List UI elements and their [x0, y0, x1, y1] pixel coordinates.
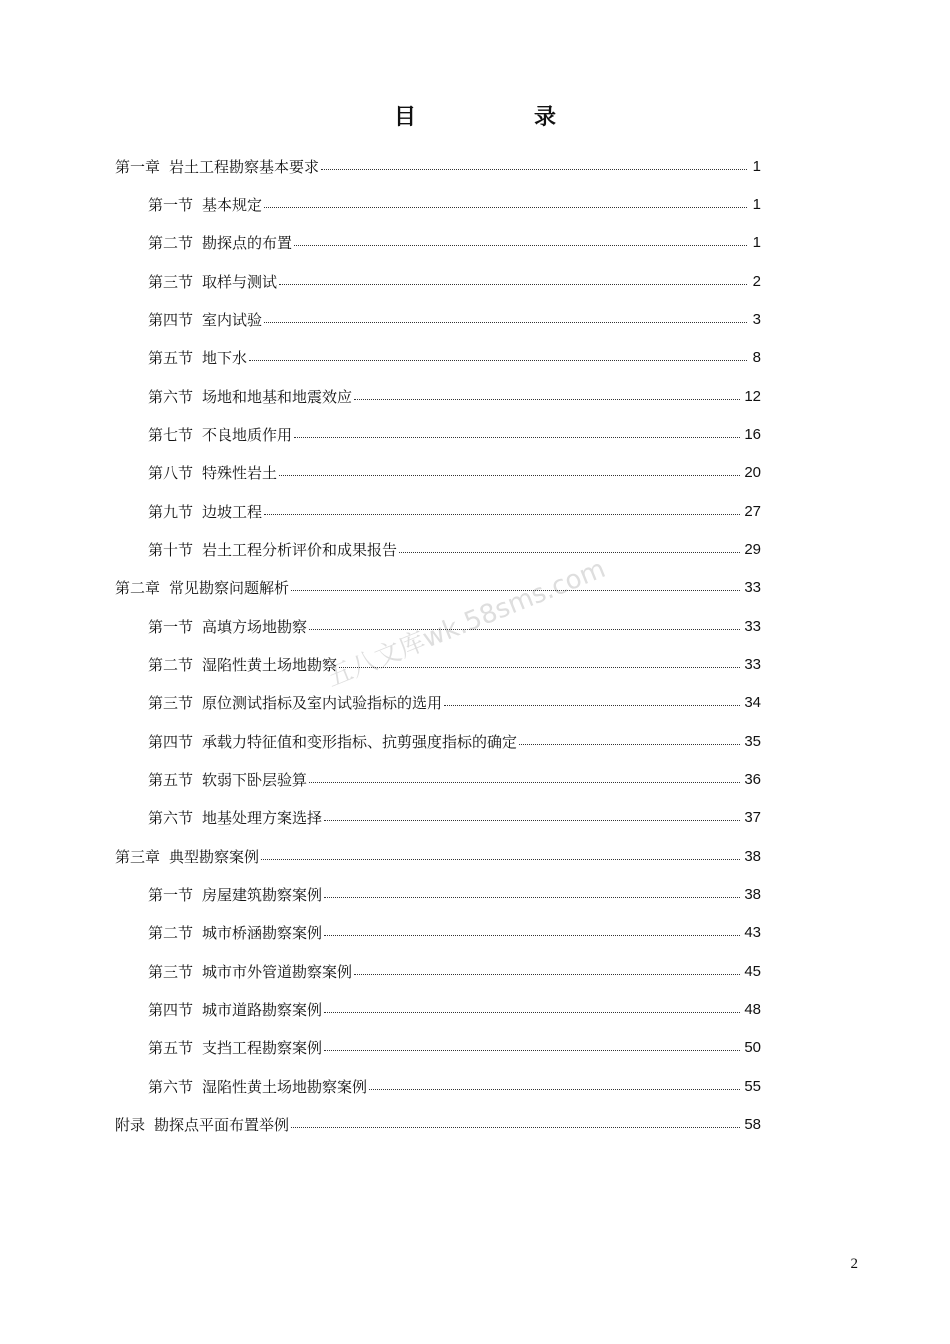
toc-entry[interactable]: [0, 722, 950, 760]
toc-entry[interactable]: [0, 799, 950, 837]
toc-entry-label: [148, 232, 292, 253]
toc-entry[interactable]: [0, 760, 950, 798]
toc-entry-label: [148, 1076, 367, 1097]
toc-entry-page: 37: [744, 809, 761, 827]
toc-entry[interactable]: [0, 1105, 950, 1143]
toc-entry-number: 第二节: [148, 234, 194, 253]
dot-leader: [324, 1050, 740, 1051]
dot-leader: [249, 360, 747, 361]
dot-leader: [354, 974, 740, 975]
toc-entry[interactable]: [0, 952, 950, 990]
dot-leader: [279, 475, 740, 476]
toc-entry-text: 湿陷性黄土场地勘察: [202, 655, 338, 674]
toc-entry[interactable]: [0, 377, 950, 415]
toc-entry[interactable]: [0, 684, 950, 722]
toc-entry-text: 高填方场地勘察: [202, 617, 308, 636]
dot-leader: [261, 859, 740, 860]
toc-entry-number: 第二节: [148, 924, 194, 943]
toc-entry-number: 第三节: [148, 962, 194, 981]
toc-entry-page: 34: [744, 694, 761, 712]
toc-title: 目 录: [393, 105, 604, 130]
dot-leader: [264, 514, 740, 515]
toc-entry[interactable]: [0, 1029, 950, 1067]
dot-leader: [264, 207, 747, 208]
dot-leader: [321, 169, 747, 170]
toc-entry-label: [148, 769, 307, 790]
toc-entry-text: 地下水: [202, 349, 248, 368]
toc-entry-label: [148, 539, 397, 560]
toc-entry-number: 第一节: [148, 617, 194, 636]
toc-entry-text: 勘探点平面布置举例: [154, 1115, 290, 1134]
toc-entry-number: 第一章: [115, 157, 161, 176]
toc-entry-text: 房屋建筑勘察案例: [202, 885, 323, 904]
toc-entry-label: [148, 961, 352, 982]
toc-entry-number: 第四节: [148, 310, 194, 329]
toc-entry-text: 边坡工程: [202, 502, 263, 521]
toc-entry[interactable]: [0, 147, 950, 185]
dot-leader: [324, 897, 740, 898]
toc-entry[interactable]: [0, 262, 950, 300]
toc-entry-number: 第二章: [115, 579, 161, 598]
toc-entry-page: 3: [752, 310, 761, 328]
toc-entry-label: [148, 501, 262, 522]
toc-entry-page: 1: [752, 195, 761, 213]
toc-entry-page: 55: [744, 1077, 761, 1095]
toc-entry-label: [148, 347, 247, 368]
toc-entry-number: 第二节: [148, 655, 194, 674]
toc-entry-label: [148, 654, 337, 675]
toc-entry-page: 58: [744, 1115, 761, 1133]
toc-entry-number: 第六节: [148, 387, 194, 406]
toc-entry[interactable]: [0, 569, 950, 607]
toc-entry-page: 27: [744, 502, 761, 520]
toc-entry[interactable]: [0, 875, 950, 913]
table-of-contents: [0, 147, 950, 1144]
toc-entry-number: 第四节: [148, 732, 194, 751]
toc-entry-number: 第十节: [148, 540, 194, 559]
toc-entry-number: 第五节: [148, 349, 194, 368]
toc-entry-number: 第四节: [148, 1000, 194, 1019]
toc-entry-text: 取样与测试: [202, 272, 278, 291]
toc-entry-label: [115, 156, 319, 177]
dot-leader: [294, 245, 747, 246]
dot-leader: [324, 935, 740, 936]
toc-entry-label: [115, 577, 289, 598]
watermark: 五八文库wk.58sms.com: [322, 553, 610, 694]
toc-entry-page: 38: [744, 847, 761, 865]
toc-entry-page: 43: [744, 924, 761, 942]
toc-entry[interactable]: [0, 645, 950, 683]
toc-entry[interactable]: [0, 339, 950, 377]
toc-entry-number: 第三章: [115, 847, 161, 866]
toc-entry-page: 36: [744, 770, 761, 788]
toc-entry-page: 33: [744, 617, 761, 635]
toc-entry-text: 城市桥涵勘察案例: [202, 924, 323, 943]
toc-entry-page: 33: [744, 655, 761, 673]
toc-entry-number: 第三节: [148, 272, 194, 291]
toc-entry-label: [148, 922, 322, 943]
toc-entry-page: 48: [744, 1000, 761, 1018]
toc-entry[interactable]: [0, 224, 950, 262]
toc-entry-page: 12: [744, 387, 761, 405]
toc-entry-label: [148, 424, 292, 445]
toc-entry-number: 第七节: [148, 425, 194, 444]
toc-entry-page: 35: [744, 732, 761, 750]
toc-entry-text: 特殊性岩土: [202, 464, 278, 483]
toc-entry-number: 第九节: [148, 502, 194, 521]
toc-entry-number: 第三节: [148, 694, 194, 713]
dot-leader: [309, 782, 740, 783]
dot-leader: [399, 552, 740, 553]
toc-entry-page: 20: [744, 464, 761, 482]
toc-entry-page: 8: [752, 349, 761, 367]
toc-entry-label: [148, 692, 442, 713]
dot-leader: [324, 1012, 740, 1013]
toc-entry-number: 第八节: [148, 464, 194, 483]
toc-entry-label: [148, 884, 322, 905]
toc-entry-number: 第六节: [148, 809, 194, 828]
toc-entry[interactable]: [0, 837, 950, 875]
toc-entry-number: 第一节: [148, 885, 194, 904]
toc-entry[interactable]: [0, 530, 950, 568]
toc-entry-text: 承载力特征值和变形指标、抗剪强度指标的确定: [202, 732, 518, 751]
toc-entry-text: 典型勘察案例: [169, 847, 260, 866]
toc-entry-label: [148, 194, 262, 215]
toc-entry-text: 常见勘察问题解析: [169, 579, 290, 598]
dot-leader: [279, 284, 747, 285]
toc-entry-page: 2: [752, 272, 761, 290]
toc-entry[interactable]: [0, 607, 950, 645]
toc-entry[interactable]: [0, 990, 950, 1028]
toc-entry-text: 软弱下卧层验算: [202, 770, 308, 789]
toc-entry-text: 湿陷性黄土场地勘察案例: [202, 1077, 368, 1096]
dot-leader: [354, 399, 740, 400]
toc-entry-text: 岩土工程分析评价和成果报告: [202, 540, 398, 559]
toc-entry-label: [148, 807, 322, 828]
toc-entry-page: 45: [744, 962, 761, 980]
toc-entry-label: [148, 386, 352, 407]
toc-entry-label: [115, 1114, 289, 1135]
dot-leader: [519, 744, 740, 745]
toc-entry-text: 支挡工程勘察案例: [202, 1039, 323, 1058]
toc-entry-text: 原位测试指标及室内试验指标的选用: [202, 694, 443, 713]
toc-entry-text: 不良地质作用: [202, 425, 293, 444]
toc-entry-page: 16: [744, 425, 761, 443]
toc-entry[interactable]: [0, 185, 950, 223]
toc-entry-label: [148, 1037, 322, 1058]
toc-entry-label: [148, 462, 277, 483]
toc-entry-text: 勘探点的布置: [202, 234, 293, 253]
dot-leader: [324, 820, 740, 821]
toc-entry-number: 第一节: [148, 195, 194, 214]
toc-entry-text: 基本规定: [202, 195, 263, 214]
toc-entry-page: 50: [744, 1039, 761, 1057]
toc-entry-text: 城市市外管道勘察案例: [202, 962, 353, 981]
dot-leader: [369, 1089, 740, 1090]
toc-entry-page: 29: [744, 540, 761, 558]
toc-entry-text: 场地和地基和地震效应: [202, 387, 353, 406]
toc-entry-text: 室内试验: [202, 310, 263, 329]
toc-entry-label: [148, 999, 322, 1020]
dot-leader: [444, 705, 740, 706]
toc-entry-page: 1: [752, 234, 761, 252]
toc-entry-page: 33: [744, 579, 761, 597]
toc-entry[interactable]: [0, 492, 950, 530]
toc-entry-label: [148, 271, 277, 292]
toc-entry-text: 岩土工程勘察基本要求: [169, 157, 320, 176]
toc-entry[interactable]: [0, 914, 950, 952]
toc-entry-number: 第五节: [148, 770, 194, 789]
toc-entry-text: 城市道路勘察案例: [202, 1000, 323, 1019]
toc-entry-label: [148, 616, 307, 637]
dot-leader: [264, 322, 747, 323]
toc-entry[interactable]: [0, 300, 950, 338]
page-number: 2: [850, 1256, 858, 1272]
toc-entry-number: 第五节: [148, 1039, 194, 1058]
toc-entry-text: 地基处理方案选择: [202, 809, 323, 828]
toc-entry-label: [148, 731, 517, 752]
dot-leader: [339, 667, 740, 668]
dot-leader: [294, 437, 740, 438]
dot-leader: [291, 590, 740, 591]
toc-entry-label: [148, 309, 262, 330]
toc-entry-label: [115, 846, 259, 867]
dot-leader: [291, 1127, 740, 1128]
toc-entry[interactable]: [0, 454, 950, 492]
toc-entry-page: 1: [752, 157, 761, 175]
toc-entry-page: 38: [744, 885, 761, 903]
toc-entry-number: 附录: [115, 1115, 146, 1134]
toc-entry[interactable]: [0, 415, 950, 453]
dot-leader: [309, 629, 740, 630]
toc-entry[interactable]: [0, 1067, 950, 1105]
toc-entry-number: 第六节: [148, 1077, 194, 1096]
